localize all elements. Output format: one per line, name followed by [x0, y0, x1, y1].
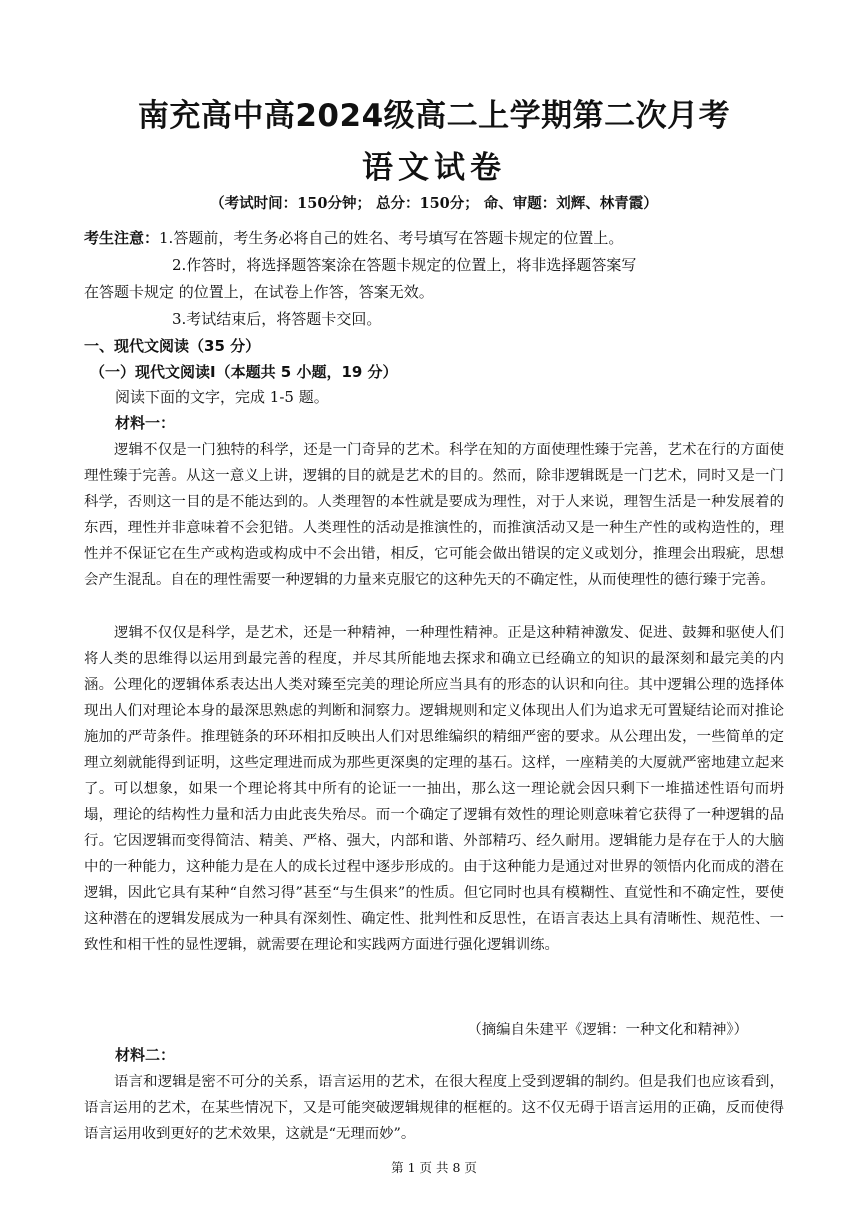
material-2-paragraph-1: 语言和逻辑是密不可分的关系，语言运用的艺术，在很大程度上受到逻辑的制约。但是我们也应该看到，语言运用的艺术，在某些情况下，又是可能突破逻辑规律的框框的。这不仅无碍于语言运用的正确，反而使得语言运用收到更好的艺术效果，这就是“无理而妙”。 — [84, 1074, 784, 1142]
section-subheading: （一）现代文阅读Ⅰ（本题共 5 小题，19 分） — [90, 363, 398, 381]
notice-item-1: 1.答题前，考生务必将自己的姓名、考号填写在答题卡规定的位置上。 — [159, 229, 624, 247]
material-1-paragraph-2: 逻辑不仅仅是科学，是艺术，还是一种精神，一种理性精神。正是这种精神激发、促进、鼓舞和驱使人们将人类的思维得以运用到最完善的程度，并尽其所能地去探求和确立已经确立的知识的最深刻和最完美的内涵。公理化的逻辑体系表达出人类对臻至完美的理论所应当具有的形态的认识和向往。其中逻辑公理的选择体现出人们对理论本身的最深思熟虑的判断和洞察力。逻辑规则和定义体现出人们为追求无可置疑结论而对推论施加的严苛条件。推理链条的环环相扣反映出人们对思维编织的精细严密的要求。从公理出发，一些简单的定理立刻就能得到证明，这些定理进而成为那些更深奥的定理的基石。这样，一座精美的大厦就严密地建立起来了。可以想象，如果一个理论将其中所有的论证一一抽出，那么这一理论就会因只剩下一堆描述性语句而坍塌，理论的结构性力量和活力由此丧失殆尽。而一个确定了逻辑有效性的理论则意味着它获得了一种逻辑的品行。它因逻辑而变得简洁、精美、严格、强大，内部和谐、外部精巧、经久耐用。逻辑能力是存在于人的大脑中的一种能力，这种能力是在人的成长过程中逐步形成的。由于这种能力是通过对世界的领悟内化而成的潜在逻辑，因此它具有某种“自然习得”甚至“与生俱来”的性质。但它同时也具有模糊性、直觉性和不确定性，要使这种潜在的逻辑发展成为一种具有深刻性、确定性、批判性和反思性，在语言表达上具有清晰性、规范性、一致性和相干性的显性逻辑，就需要在理论和实践两方面进行强化逻辑训练。 — [84, 625, 784, 953]
material-1-label: 材料一： — [115, 414, 176, 432]
exam-subtitle: 语文试卷 — [362, 150, 506, 186]
section-heading: 一、现代文阅读（35 分） — [84, 337, 261, 355]
notice-item-2b: 在答题卡规定 的位置上，在试卷上作答，答案无效。 — [84, 283, 434, 301]
notice-label: 考生注意： — [84, 229, 160, 247]
material-1-source: （摘编自朱建平《逻辑：一种文化和精神》） — [467, 1022, 748, 1038]
page-number: 第 1 页 共 8 页 — [391, 1160, 477, 1175]
notice-item-2a: 2.作答时，将选择题答案涂在答题卡规定的位置上，将非选择题答案写 — [172, 256, 637, 274]
notice-item-3: 3.考试结束后，将答题卡交回。 — [172, 310, 382, 328]
reading-instruction: 阅读下面的文字，完成 1-5 题。 — [115, 388, 329, 406]
exam-title: 南充高中高2024级高二上学期第二次月考 — [137, 98, 731, 134]
material-2-label: 材料二： — [115, 1046, 176, 1064]
exam-info: （考试时间：150分钟； 总分：150分； 命、审题：刘辉、林青霞） — [210, 195, 658, 212]
material-1-paragraph-1: 逻辑不仅是一门独特的科学，还是一门奇异的艺术。科学在知的方面使理性臻于完善，艺术在行的方面使理性臻于完善。从这一意义上讲，逻辑的目的就是艺术的目的。然而，除非逻辑既是一门艺术，同时又是一门科学，否则这一目的是不能达到的。人类理智的本性就是要成为理性，对于人来说，理智生活是一种发展着的东西，理性并非意味着不会犯错。人类理性的活动是推演性的，而推演活动又是一种生产性的或构造性的，理性并不保证它在生产或构造或构成中不会出错，相反，它可能会做出错误的定义或划分，推理会出瑕疵，思想会产生混乱。自在的理性需要一种逻辑的力量来克服它的这种先天的不确定性，从而使理性的德行臻于完善。 — [84, 442, 784, 588]
notice-line-1 — [84, 226, 784, 251]
